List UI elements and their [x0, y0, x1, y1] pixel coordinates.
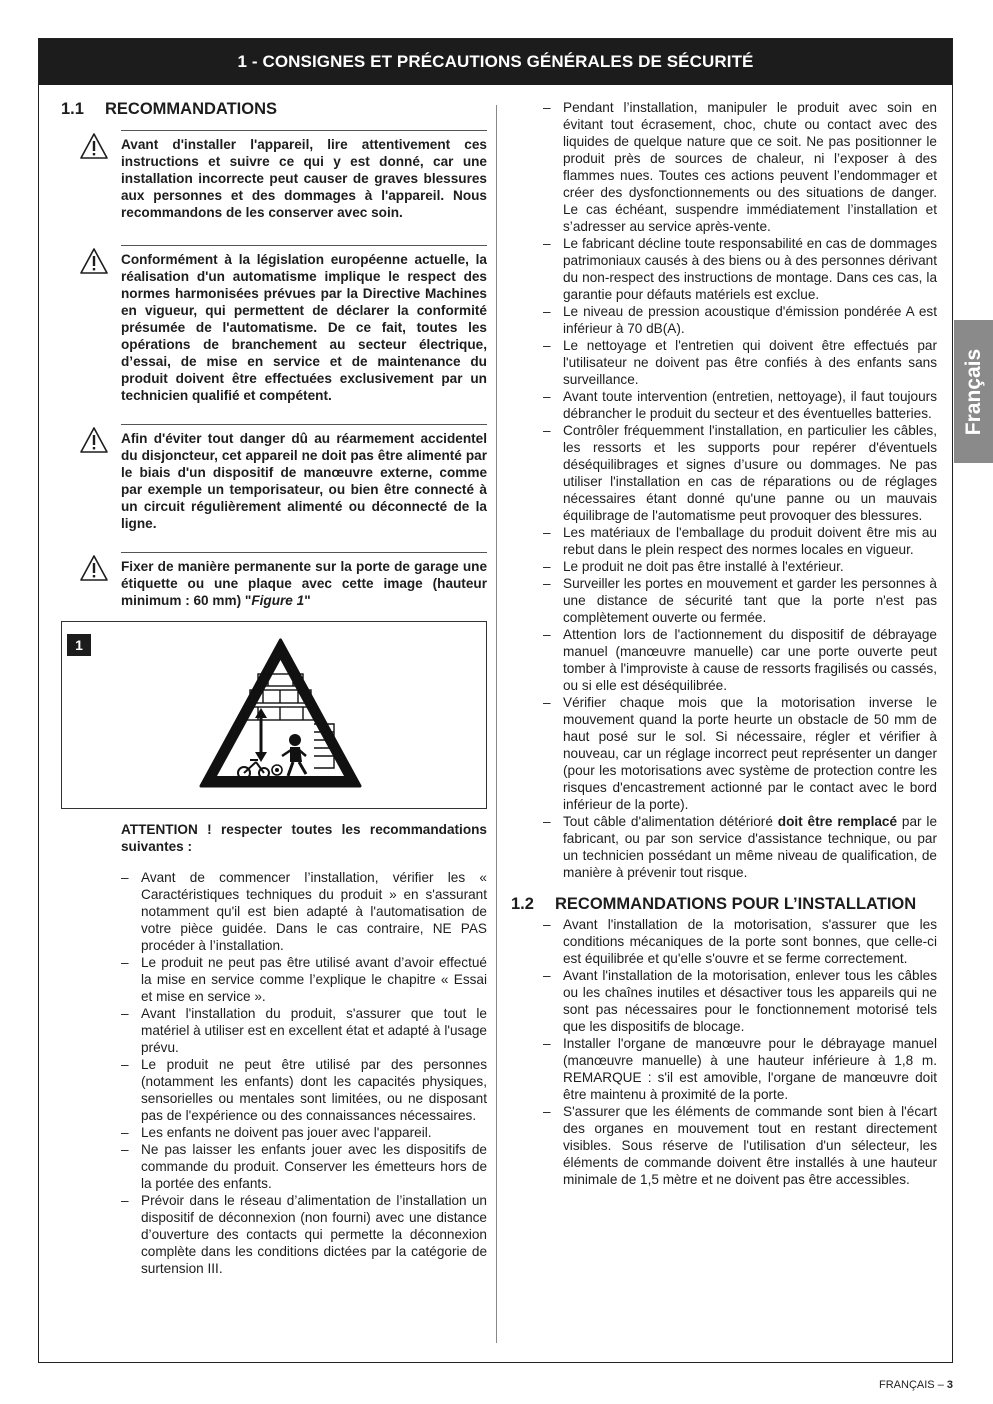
recommendations-list-left — [121, 869, 487, 1277]
installation-recommendations-list — [543, 916, 937, 1188]
item-text: par le fabricant, ou par son service d'assistance technique, ou par un technicien possédant un même niveau de qualification, de manière à prévenir tout risque. — [563, 814, 938, 880]
list-item: – Prévoir dans le réseau d’alimentation de l’installation un dispositif de déconnexion (non fourni) avec une distance d’ouverture des contacts qui permette la déconnexion complète dans les conditions dictées par la catégorie de surtension III. — [121, 1192, 487, 1277]
list-item: – Installer l'organe de manœuvre pour le débrayage manuel (manœuvre manuelle) à une hauteur inférieure à 1,8 m. REMARQUE : s'il est amovible, l'organe de manœuvre doit être maintenu à proximité de la porte. — [543, 1035, 937, 1103]
section-number: 1.2 — [511, 895, 534, 913]
warning-text: Afin d'éviter tout danger dû au réarmement accidentel du disjoncteur, cet appareil ne doit pas être alimenté par le biais d'un dispositif de manœuvre externe, comme par exemple un temporisateur, ou bien être connecté à un circuit régulièrement alimenté ou déconnecté de la ligne. — [121, 431, 487, 531]
list-item: – Avant l'installation de la motorisation, s'assurer que les conditions mécaniques de la porte sont bonnes, que celle-ci est équilibrée et qu'elle s'ouvre et se ferme correctement. — [543, 916, 937, 967]
recommendations-list-right-last — [543, 813, 937, 881]
list-item: – Le produit ne doit pas être installé à l'extérieur. — [543, 558, 937, 575]
warning-icon — [79, 130, 121, 221]
list-item: – Vérifier chaque mois que la motorisation inverse le mouvement quand la porte heurte un obstacle de 50 mm de haut posé sur le sol. Si nécessaire, régler et vérifier à nouveau, car un réglage incorrect peut représenter un danger (pour les motorisations avec système de protection contre les risques d'encastrement actionné par le contact avec le bord inférieur de la porte). — [543, 694, 937, 813]
language-tab — [954, 320, 993, 463]
attention-heading: ATTENTION ! respecter toutes les recommandations suivantes : — [121, 822, 487, 854]
list-item: – Le produit ne peut être utilisé par des personnes (notamment les enfants) dont les capacités physiques, sensorielles ou mentales sont limitées, ou ne disposant pas de l'expérience ou des connaissances nécessaires. — [121, 1056, 487, 1124]
list-item — [543, 813, 937, 881]
item-emphasis: doit être remplacé — [777, 814, 898, 829]
list-item: – Le fabricant décline toute responsabilité en cas de dommages patrimoniaux causés à des biens ou à des personnes dérivant du non-respect des instructions de montage. Dans ces cas, la garantie pour défauts matériels est exclue. — [543, 235, 937, 303]
list-item: – Les enfants ne doivent pas jouer avec l'appareil. — [121, 1124, 487, 1141]
list-item: – Le nettoyage et l'entretien qui doivent être effectués par l'utilisateur ne doivent pas être confiés à des enfants sans surveillance. — [543, 337, 937, 388]
list-item: – Surveiller les portes en mouvement et garder les personnes à une distance de sécurité tant que la porte n'est pas complètement ouverte ou fermée. — [543, 575, 937, 626]
warning-block — [79, 552, 487, 609]
list-item: – Avant l'installation de la motorisation, enlever tous les câbles ou les chaînes inutiles et désactiver tous les appareils qui ne sont pas nécessaires pour le fonctionnement motorisé tels que les dispositifs de blocage. — [543, 967, 937, 1035]
section-title-1-1 — [61, 101, 487, 118]
list-item: – Le niveau de pression acoustique d'émission pondérée A est inférieur à 70 dB(A). — [543, 303, 937, 337]
footer-label: FRANÇAIS – — [879, 1379, 947, 1391]
list-item: – Ne pas laisser les enfants jouer avec les dispositifs de commande du produit. Conserver les émetteurs hors de la portée des enfants. — [121, 1141, 487, 1192]
list-item: – Pendant l’installation, manipuler le produit avec soin en évitant tout écrasement, choc, chute ou contact avec des liquides de quelque nature que ce soit. Ne pas positionner le produit près de sources de chaleur, ni l’exposer à des flammes nues. Toutes ces actions peuvent l’endommager et créer des dysfonctionnements ou des situations de danger. Le cas échéant, suspendre immédiatement l’installation et s’adresser au service après-vente. — [543, 99, 937, 235]
page-number: 3 — [946, 1379, 953, 1391]
figure-number: 1 — [67, 634, 91, 656]
list-item: – Le produit ne peut pas être utilisé avant d’avoir effectué la mise en service comme l’explique le chapitre « Essai et mise en service ». — [121, 954, 487, 1005]
list-item: – Contrôler fréquemment l'installation, en particulier les câbles, les ressorts et les supports pour repérer d'éventuels déséquilibrages et signes d’usure ou dommages. Ne pas utiliser l'installation en cas de réparations ou de réglages nécessaires étant donné qu'une panne ou un mauvais équilibrage de l'automatisme peut provoquer des blessures. — [543, 422, 937, 524]
figure-reference: Figure 1 — [251, 593, 305, 608]
section-title-1-2 — [511, 896, 937, 913]
crush-hazard-pictogram — [198, 636, 363, 790]
warning-text: Conformément à la législation européenne actuelle, la réalisation d'un automatisme implique le respect des normes harmonisées prévues par la Directive Machines en vigueur, qui permettent de déclarer la conformité présumée de l'automatisme. De ce fait, toutes les opérations de branchement au secteur électrique, d’essai, de mise en service et de maintenance du produit doivent être effectuées exclusivement par un technicien qualifié et compétent. — [121, 252, 487, 403]
recommendations-list-right — [543, 99, 937, 813]
chapter-header: 1 - CONSIGNES ET PRÉCAUTIONS GÉNÉRALES DE SÉCURITÉ — [39, 39, 952, 85]
warning-block — [79, 424, 487, 532]
warning-icon — [79, 245, 121, 404]
column-divider — [496, 105, 497, 1343]
list-item: – Avant toute intervention (entretien, nettoyage), il faut toujours débrancher le produit du secteur et des éventuelles batteries. — [543, 388, 937, 422]
section-heading: RECOMMANDATIONS — [105, 100, 278, 118]
list-item: – S'assurer que les éléments de commande sont bien à l'écart des organes en mouvement tout en restant directement visibles. Sous réserve de l'utilisation d'un sélecteur, les éléments de commande doivent être installés à une hauteur minimale de 1,5 mètre et ne doivent pas être accessibles. — [543, 1103, 937, 1188]
left-column — [61, 101, 487, 1277]
warning-text-end: " — [304, 593, 311, 608]
section-number: 1.1 — [61, 100, 84, 118]
item-text: Tout câble d'alimentation détérioré — [563, 814, 778, 829]
warning-block — [79, 245, 487, 404]
warning-icon — [79, 424, 121, 532]
page-frame — [38, 38, 953, 1363]
warning-text: Avant d'installer l'appareil, lire attentivement ces instructions et suivre ce qui y est donné, car une installation incorrecte peut causer de graves blessures aux personnes et des dommages à l'appareil. Nous recommandons de les conserver avec soin. — [121, 137, 487, 220]
figure-1 — [61, 621, 487, 809]
language-tab-label: Français — [961, 348, 985, 435]
list-item: – Attention lors de l'actionnement du dispositif de débrayage manuel (manœuvre manuelle) car une porte ouverte peut tomber à l'improviste à cause de ressorts fragilisés ou cassés, ou si elle est déséquilibrée. — [543, 626, 937, 694]
page-footer — [879, 1379, 953, 1391]
warning-text — [121, 558, 487, 609]
section-1-2 — [511, 896, 937, 1188]
warning-icon — [79, 552, 121, 609]
list-item: – Avant l'installation du produit, s'assurer que tout le matériel à utiliser est en excellent état et adapté à l'usage prévu. — [121, 1005, 487, 1056]
list-item: – Avant de commencer l’installation, vérifier les « Caractéristiques techniques du produit » en s'assurant notamment qu'il est bien adapté à l'automatisation de votre pièce guidée. Dans le cas contraire, NE PAS procéder à l’installation. — [121, 869, 487, 954]
section-heading: RECOMMANDATIONS POUR L’INSTALLATION — [555, 895, 917, 913]
warning-block — [79, 130, 487, 221]
warning-text-part: Fixer de manière permanente sur la porte de garage une étiquette ou une plaque avec cette image (hauteur minimum : 60 mm) " — [121, 559, 487, 608]
right-column — [511, 99, 937, 1188]
list-item: – Les matériaux de l'emballage du produit doivent être mis au rebut dans le plein respect des normes locales en vigueur. — [543, 524, 937, 558]
